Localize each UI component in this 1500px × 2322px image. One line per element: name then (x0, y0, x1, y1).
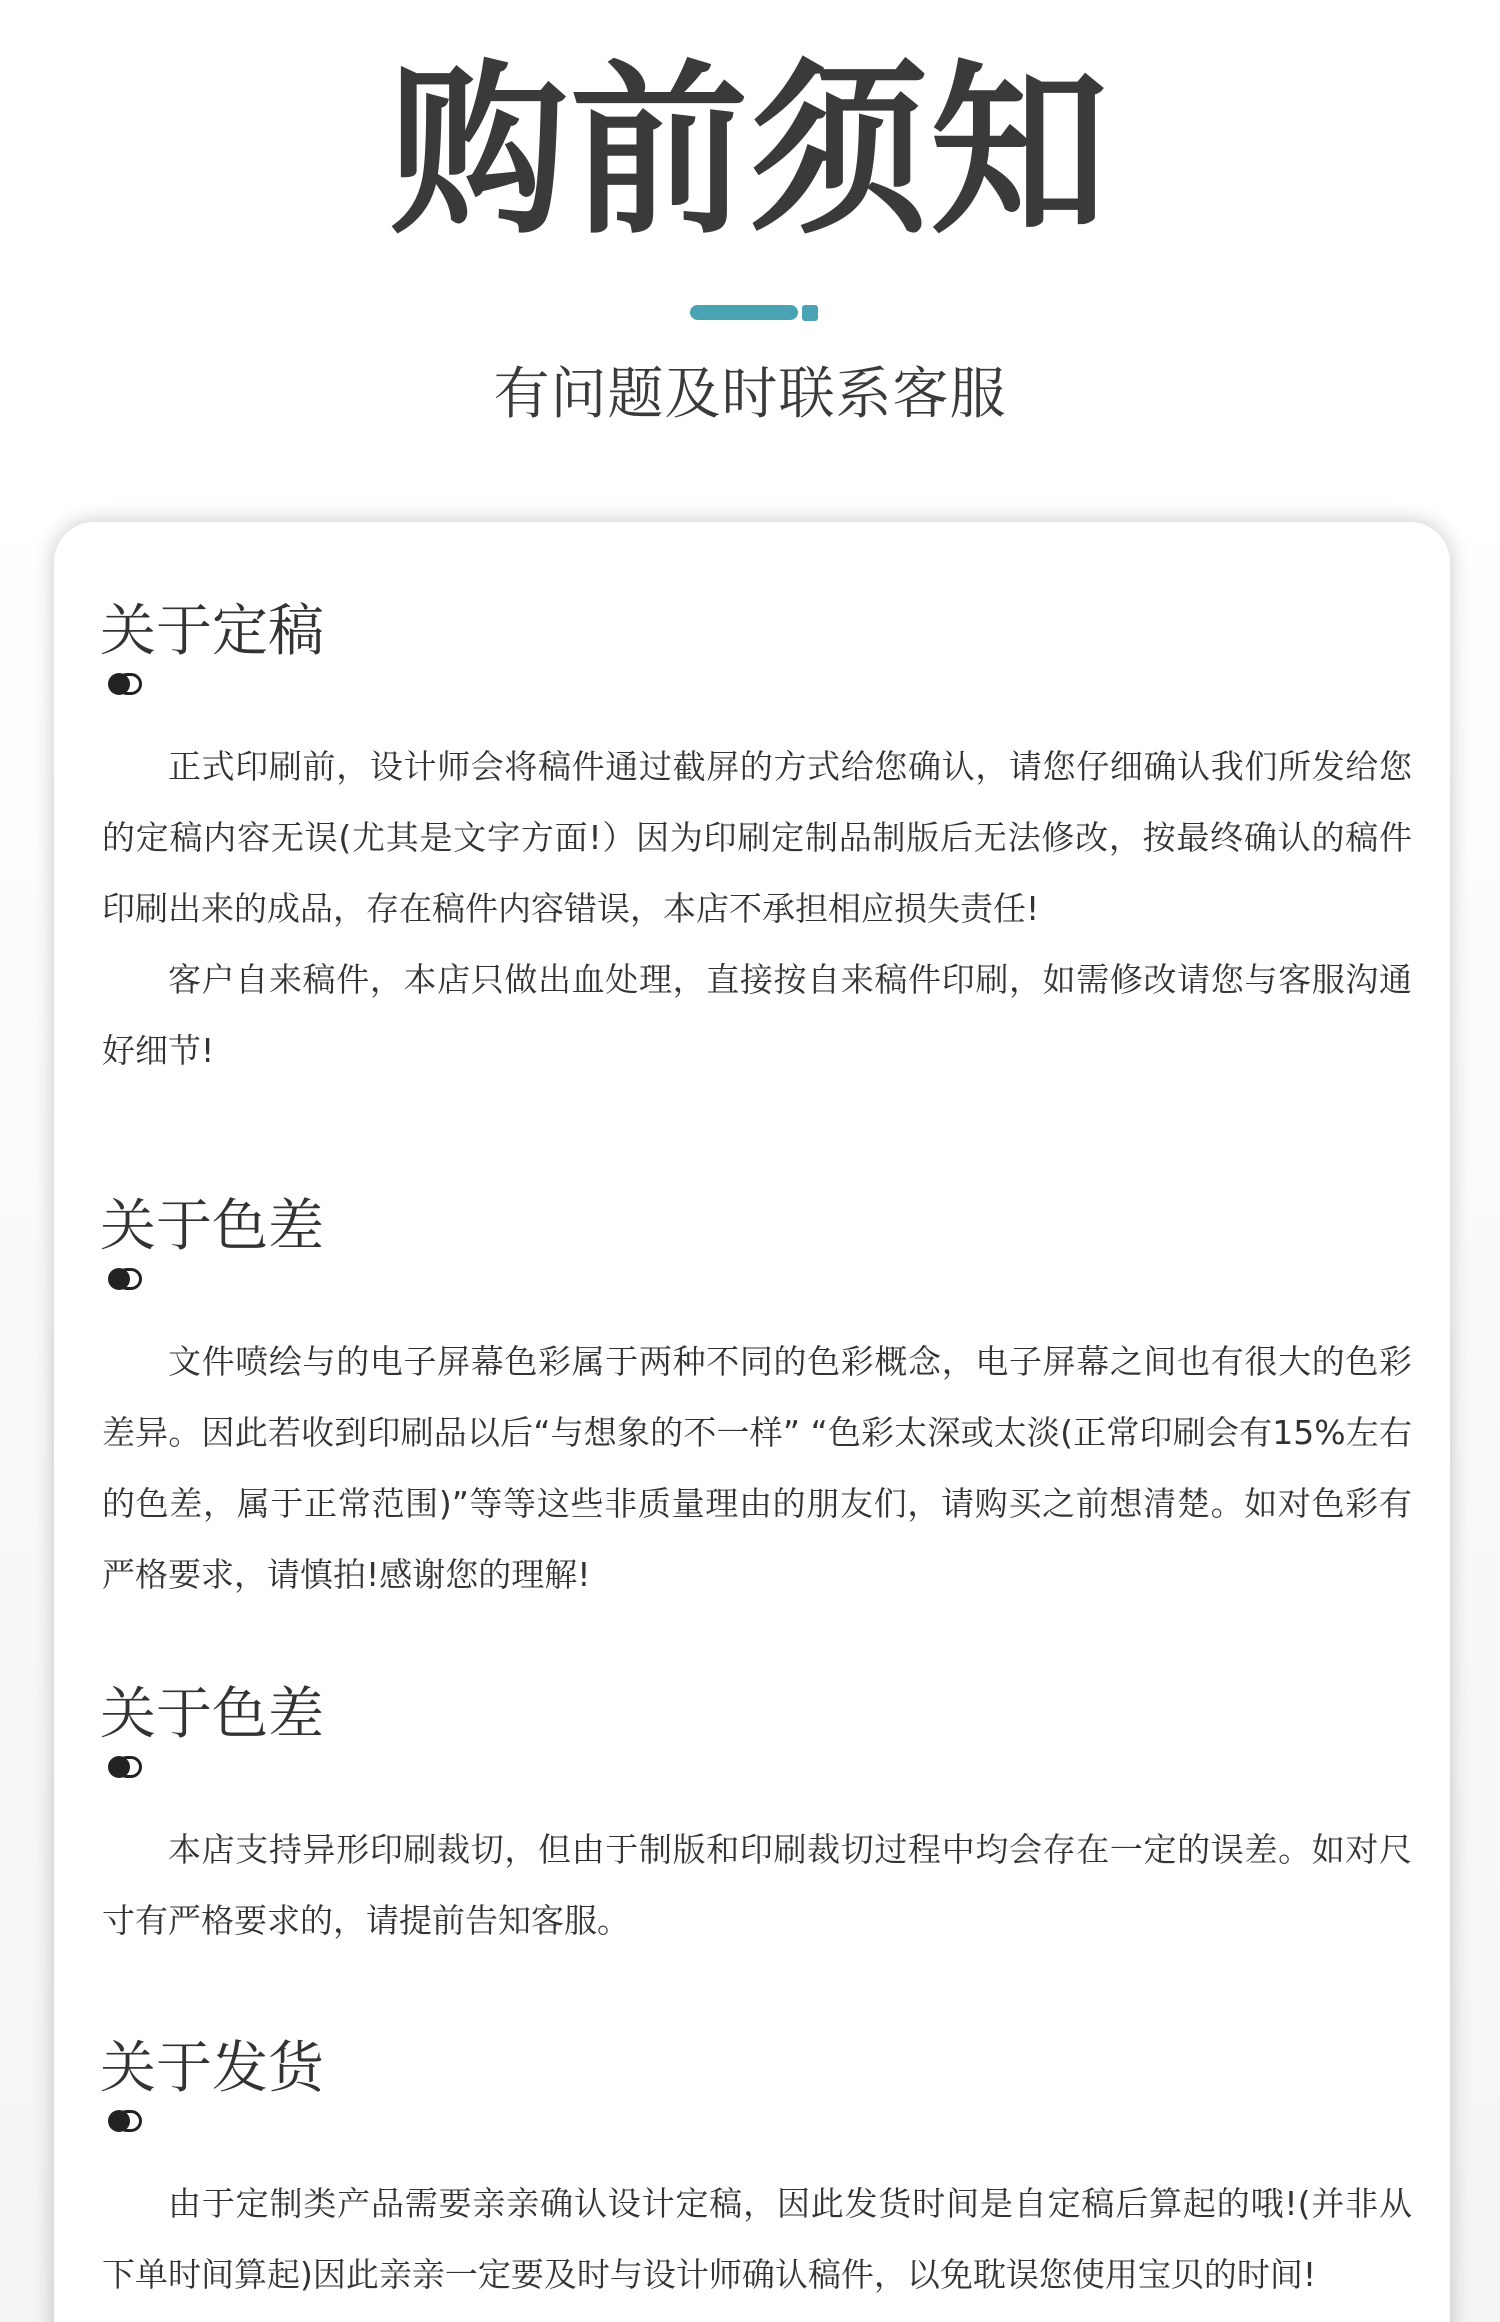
toggle-knob (108, 1756, 130, 1778)
header (0, 0, 1500, 500)
divider-bar (690, 305, 798, 320)
toggle-knob (108, 1268, 130, 1290)
section-heading: 关于定稿 (100, 599, 324, 664)
page-subtitle: 有问题及时联系客服 (493, 362, 1007, 427)
section-paragraph: 文件喷绘与的电子屏幕色彩属于两种不同的色彩概念，电子屏幕之间也有很大的色彩差异。因此若收到印刷品以后“与想象的不一样” “色彩太深或太淡(正常印刷会有15%左右的色差，属于正常范围)”等等这些非质量理由的朋友们，请购买之前想清楚。如对色彩有严格要求，请慎拍!感谢您的理解! (102, 1342, 1412, 1594)
divider-dot (802, 305, 818, 321)
section-heading: 关于色差 (100, 1682, 324, 1747)
toggle-icon (108, 673, 148, 697)
toggle-icon (108, 1756, 148, 1780)
section-paragraph: 本店支持异形印刷裁切，但由于制版和印刷裁切过程中均会存在一定的误差。如对尺寸有严格要求的，请提前告知客服。 (102, 1830, 1412, 1940)
section-heading: 关于色差 (100, 1194, 324, 1259)
title-divider (690, 305, 820, 321)
section-paragraph: 由于定制类产品需要亲亲确认设计定稿，因此发货时间是自定稿后算起的哦!(并非从下单时间算起)因此亲亲一定要及时与设计师确认稿件，以免耽误您使用宝贝的时间! (102, 2184, 1412, 2294)
page-title: 购前须知 (390, 43, 1110, 260)
toggle-knob (108, 2110, 130, 2132)
notice-card (54, 522, 1450, 2322)
toggle-icon (108, 1268, 148, 1292)
toggle-knob (108, 673, 130, 695)
section-heading: 关于发货 (100, 2036, 324, 2101)
section-paragraph: 客户自来稿件，本店只做出血处理，直接按自来稿件印刷，如需修改请您与客服沟通好细节! (102, 960, 1412, 1070)
toggle-icon (108, 2110, 148, 2134)
section-paragraph: 正式印刷前，设计师会将稿件通过截屏的方式给您确认，请您仔细确认我们所发给您的定稿内容无误(尤其是文字方面!）因为印刷定制品制版后无法修改，按最终确认的稿件印刷出来的成品，存在稿件内容错误，本店不承担相应损失责任! (102, 747, 1412, 928)
